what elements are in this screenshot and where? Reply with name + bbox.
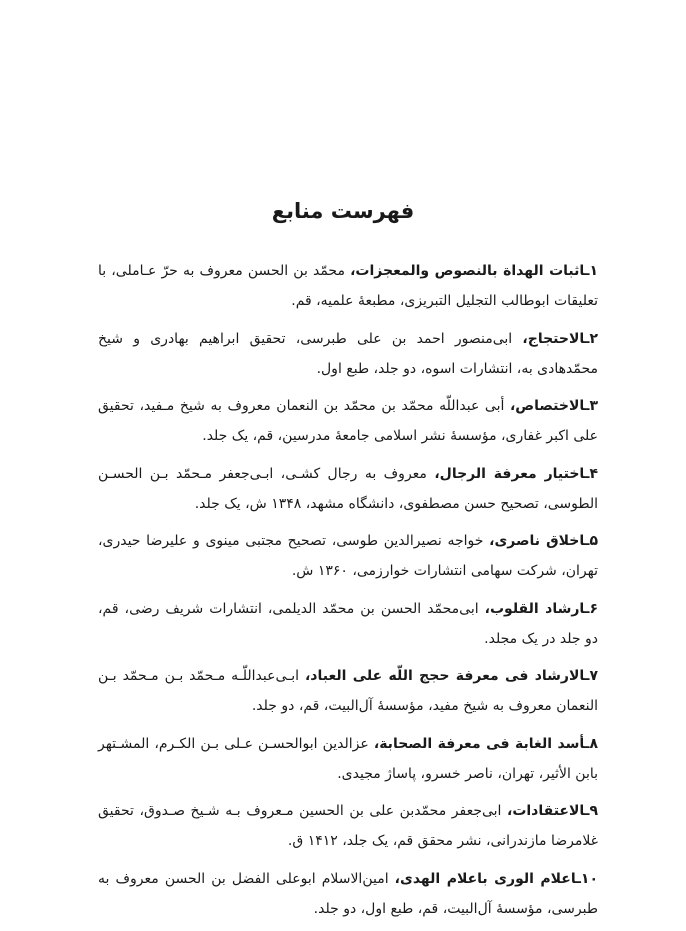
reference-details: ابی‌جعفر محمّدبن علی بن الحسین مـعروف بـه شـیخ صـدوق، تحقیق غلامرضا مازندرانی، نشر محقق قم، یک جلد، ۱۴۱۲ ق. xyxy=(98,803,598,849)
reference-heading: ۹ـالاعتقادات، xyxy=(507,803,598,819)
reference-item xyxy=(98,729,598,789)
reference-heading: ۸ـأسد الغابة فی معرفة الصحابة، xyxy=(373,735,598,752)
reference-details: امین‌الاسلام ابوعلی الفضل بن الحسن معروف به طبرسی، مؤسسهٔ آل‌البیت، قم، طبع اول، دو جلد. xyxy=(98,870,598,917)
reference-heading: ۵ـاخلاق ناصری، xyxy=(489,533,598,549)
reference-details: ابی‌منصور احمد بن علی طبرسی، تحقیق ابراهیم بهادری و شیخ محمّدهادی به، انتشارات اسوه، دو جلد، طبع اول. xyxy=(98,330,598,377)
reference-heading: ۶ـارشاد القلوب، xyxy=(484,600,598,617)
reference-item xyxy=(98,324,598,384)
reference-details: معروف به رجال کشـی، ابـی‌جعفر مـحمّد بـن الحسـن الطوسی، تصحیح حسن مصطفوی، دانشگاه مشهد، ۱۳۴۸ ش، یک جلد. xyxy=(98,465,598,512)
reference-item xyxy=(98,526,598,586)
reference-list xyxy=(98,256,598,931)
reference-heading: ۱ـاثبات الهداة بالنصوص والمعجزات، xyxy=(350,263,598,279)
reference-item xyxy=(98,661,598,721)
reference-details: أبی عبداللّه محمّد بن محمّد بن النعمان معروف به شیخ مـفید، تحقیق علی اکبر غفاری، مؤسسهٔ نشر اسلامی جامعهٔ مدرسین، قم، یک جلد. xyxy=(98,398,598,444)
reference-heading: ۱۰ـاعلام الوری باعلام الهدی، xyxy=(394,870,599,887)
reference-heading: ۳ـالاختصاص، xyxy=(509,398,598,414)
reference-heading: ۴ـاختیار معرفة الرجال، xyxy=(434,465,599,482)
reference-heading: ۷ـالارشاد فی معرفة حجج اللّه علی العباد، xyxy=(304,668,598,684)
reference-details: ابی‌محمّد الحسن بن محمّد الدیلمی، انتشارات شریف رضی، قم، دو جلد در یک مجلد. xyxy=(98,600,598,647)
reference-details: خواجه نصیرالدین طوسی، تصحیح مجتبی مینوی و علیرضا حیدری، تهران، شرکت سهامی انتشارات خوارزمی، ۱۳۶۰ ش. xyxy=(98,533,598,579)
reference-item xyxy=(98,864,598,924)
page-title: فهرست منابع xyxy=(271,199,415,223)
reference-details: ابـی‌عبداللّـه مـحمّد بـن مـحمّد بـن النعمان معروف به شیخ مفید، مؤسسهٔ آل‌البیت، قم، دو جلد. xyxy=(98,668,598,714)
reference-item xyxy=(98,796,598,856)
reference-item xyxy=(98,256,598,316)
reference-item xyxy=(98,459,598,519)
reference-item xyxy=(98,594,598,654)
reference-item xyxy=(98,391,598,451)
reference-details: عزالدین ابوالحسـن عـلی بـن الکـرم، المشـتهر بابن الأثیر، تهران، ناصر خسرو، پاساژ مجیدی. xyxy=(98,735,598,782)
reference-details: محمّد بن الحسن معروف به حرّ عـاملی، با تعلیقات ابوطالب التجلیل التبریزی، مطبعهٔ علمیه، قم. xyxy=(98,263,598,309)
reference-heading: ۲ـالاحتجاج، xyxy=(522,330,598,347)
